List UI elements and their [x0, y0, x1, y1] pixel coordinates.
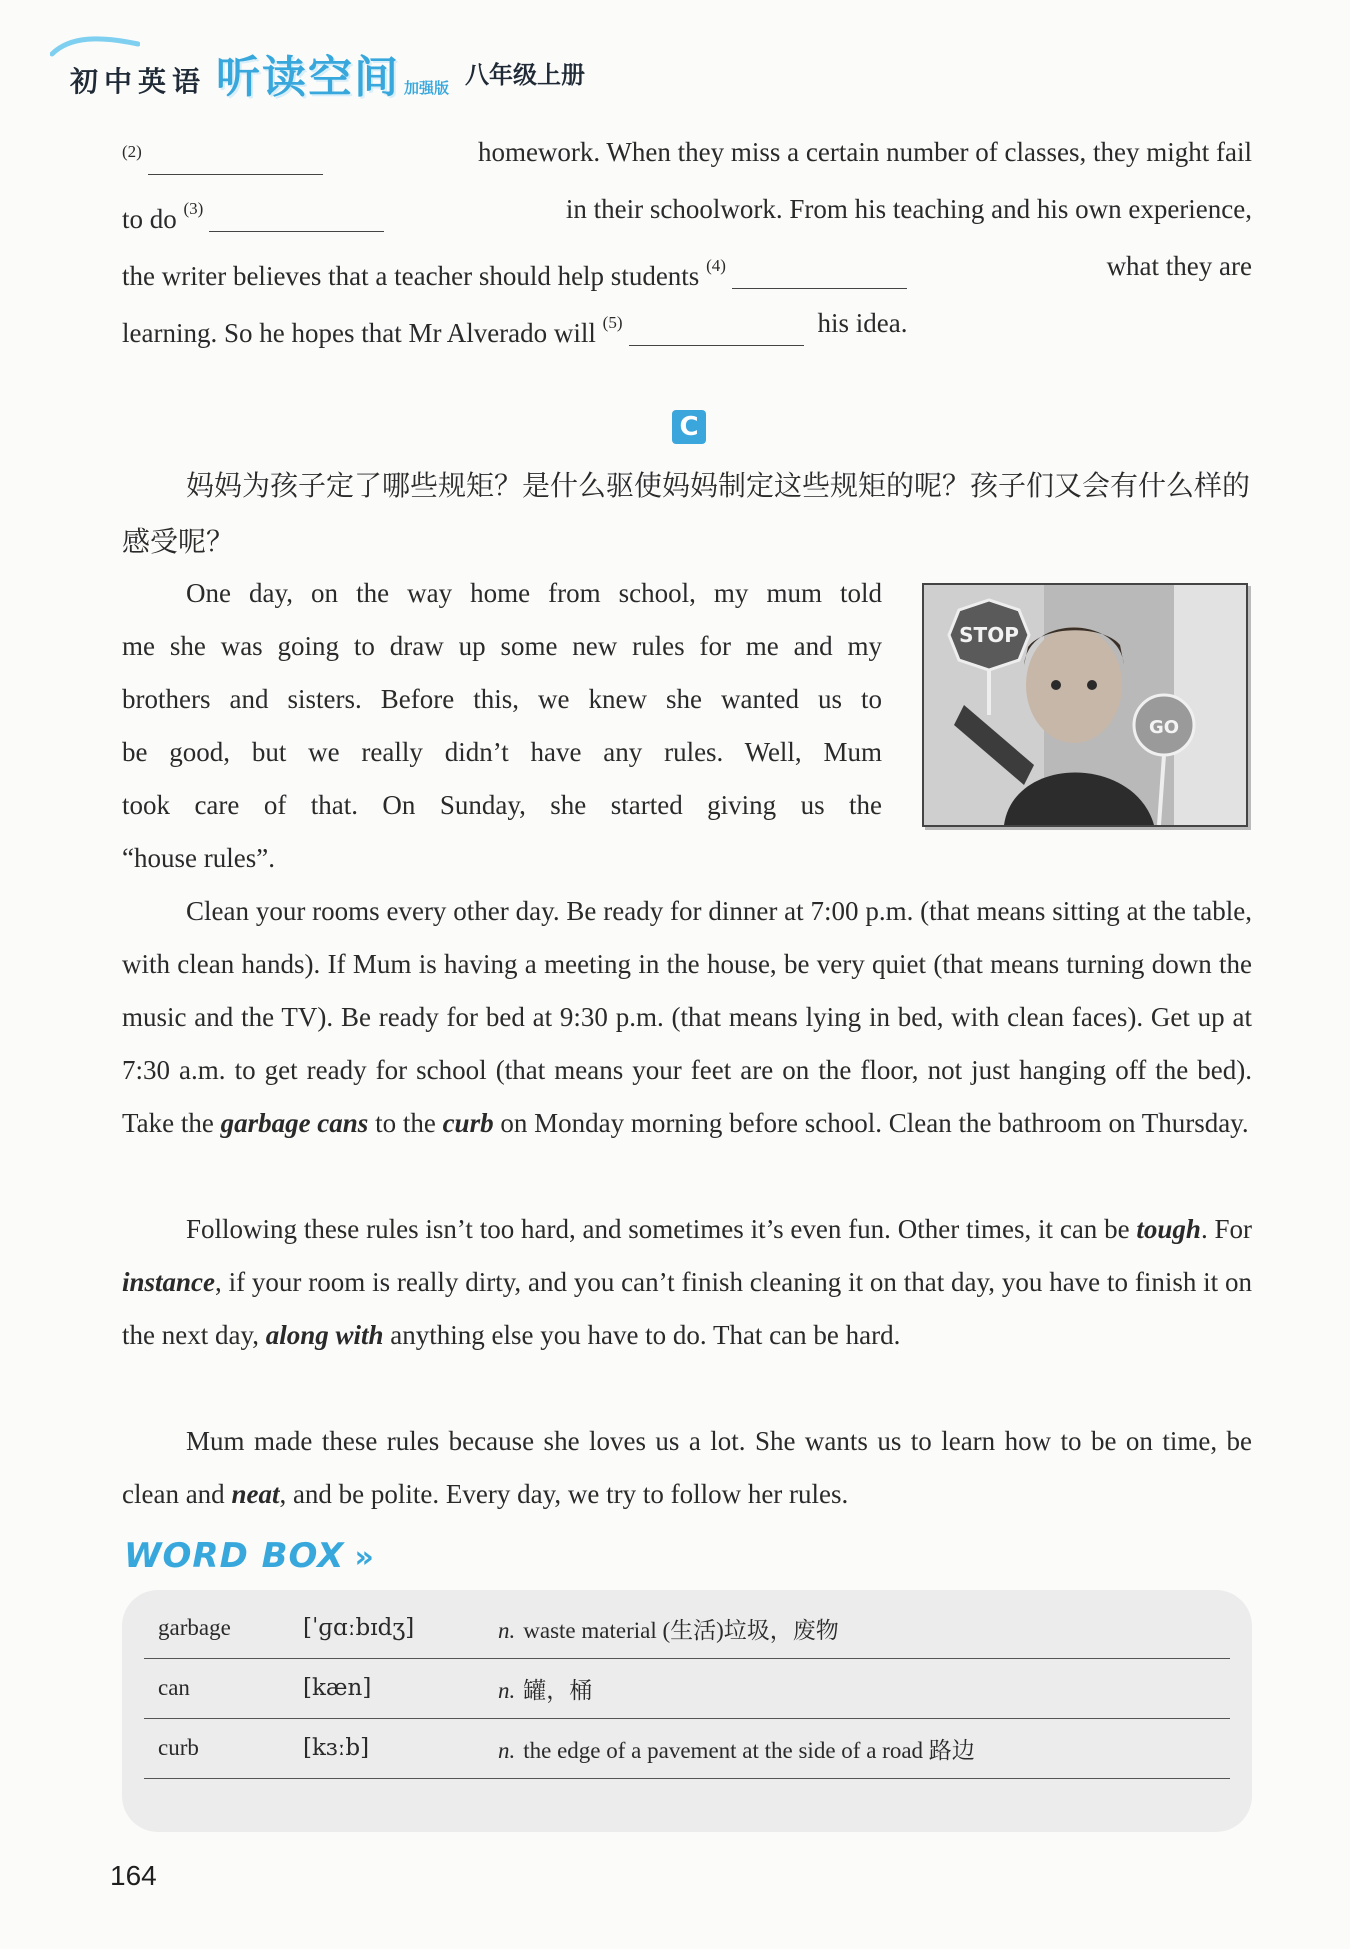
passage-text: in their schoolwork. From his teaching and his own experience, — [565, 194, 1252, 224]
story-text: , and be polite. Every day, we try to follow her rules. — [279, 1479, 849, 1509]
header-swoosh-icon — [50, 34, 140, 60]
answer-blank[interactable] — [209, 201, 384, 232]
story-line: took care of that. On Sunday, she started giving us the — [122, 790, 882, 820]
story-paragraph-3 — [122, 1203, 1252, 1362]
story-line: One day, on the way home from school, my mum told — [186, 578, 882, 608]
story-paragraph-4 — [122, 1415, 1252, 1521]
boy-holding-signs-photo — [922, 583, 1248, 827]
passage-line-1 — [122, 124, 1252, 180]
part-of-speech: n. — [498, 1617, 516, 1643]
passage-text: the writer believes that a teacher should help students — [122, 261, 700, 291]
blank-number: (3) — [183, 199, 204, 218]
double-chevron-icon: » — [354, 1540, 375, 1575]
passage-text: what they are — [1106, 251, 1252, 281]
story-text: Following these rules isn’t too hard, and sometimes it’s even fun. Other times, it can be — [186, 1214, 1137, 1244]
blank-number: (2) — [122, 142, 142, 161]
story-paragraph-1 — [122, 567, 882, 885]
word-box-title — [124, 1536, 375, 1576]
vocab-term: garbage — [158, 1615, 231, 1640]
passage-line-2 — [122, 181, 1252, 237]
vocab-phonetic: [ˈɡɑːbɪdʒ] — [303, 1615, 415, 1641]
story-text: , if your room is really dirty, and you can’t finish cleaning it on that day, you have to finish it on the next day, — [122, 1267, 1252, 1350]
photo-illustration — [924, 585, 1246, 825]
vocab-term: curb — [158, 1735, 199, 1760]
word-box-row — [144, 1598, 1230, 1659]
brand-title: 听读空间 — [216, 52, 401, 103]
section-intro-chinese: 妈妈为孩子定了哪些规矩？是什么驱使妈妈制定这些规矩的呢？孩子们又会有什么样的感受呢？ — [122, 469, 1251, 558]
vocab-term: can — [158, 1675, 190, 1700]
answer-blank[interactable] — [148, 144, 323, 175]
passage-line-4 — [122, 295, 1252, 351]
vocab-definition — [498, 1612, 1230, 1645]
grade-label: 八年级上册 — [465, 61, 586, 89]
passage-text: homework. When they miss a certain number of classes, they might fail — [477, 137, 1252, 167]
vocab-definition — [498, 1672, 1230, 1705]
story-text: on Monday morning before school. Clean the bathroom on Thursday. — [493, 1108, 1249, 1138]
story-line: me she was going to draw up some new rules for me and my — [122, 631, 882, 661]
vocab-word: along with — [265, 1320, 384, 1350]
definition-text: 罐，桶 — [523, 1677, 593, 1703]
story-line: “house rules”. — [122, 843, 275, 873]
story-text: anything else you have to do. That can be hard. — [383, 1320, 901, 1350]
section-badge: C — [672, 410, 706, 444]
word-box-row — [144, 1718, 1230, 1779]
part-of-speech: n. — [498, 1677, 516, 1703]
passage-line-3 — [122, 238, 1252, 294]
story-line: be good, but we really didn’t have any rules. Well, Mum — [122, 737, 882, 767]
page-header — [70, 40, 586, 103]
stop-sign-text: STOP — [959, 623, 1019, 647]
page-number: 164 — [110, 1860, 157, 1891]
vocab-word: garbage cans — [220, 1108, 369, 1138]
story-text: Clean your rooms every other day. Be ready for dinner at 7:00 p.m. (that means sitting at the table, with clean hands). If Mum is having a meeting in the house, be very quiet (that means turning down the music and the TV). Be ready for bed at 9:30 p.m. (that means lying in bed, with clean faces). Get up at 7:30 a.m. to get ready for school (that means your feet are on the floor, not just hanging off the bed). Take the — [122, 896, 1252, 1138]
vocab-word: tough — [1136, 1214, 1201, 1244]
vocab-phonetic: [kæn] — [303, 1675, 372, 1701]
passage-text: his idea. — [817, 308, 908, 338]
vocab-word: neat — [231, 1479, 280, 1509]
story-paragraph-2 — [122, 885, 1252, 1150]
story-text: to the — [368, 1108, 443, 1138]
vocab-phonetic: [kɜːb] — [303, 1735, 370, 1761]
word-box-title-text: WORD BOX — [124, 1536, 345, 1576]
part-of-speech: n. — [498, 1737, 516, 1763]
vocab-word: curb — [442, 1108, 494, 1138]
passage-text: to do — [122, 204, 177, 234]
blank-number: (4) — [706, 256, 726, 275]
go-sign-text: GO — [1148, 717, 1180, 738]
story-text: Mum made these rules because she loves us a lot. She wants us to learn how to be on time, be clean and — [122, 1426, 1252, 1509]
vocab-definition — [498, 1732, 1230, 1765]
story-line: brothers and sisters. Before this, we knew she wanted us to — [122, 684, 882, 714]
definition-text: the edge of a pavement at the side of a road 路边 — [523, 1737, 975, 1763]
story-text: . For — [1200, 1214, 1252, 1244]
definition-text: waste material (生活)垃圾，废物 — [523, 1617, 839, 1643]
passage-text: learning. So he hopes that Mr Alverado will — [122, 318, 596, 348]
word-box — [122, 1590, 1252, 1832]
blank-number: (5) — [602, 313, 623, 332]
answer-blank[interactable] — [629, 315, 804, 346]
edition-label: 加强版 — [404, 79, 450, 97]
answer-blank[interactable] — [732, 258, 907, 289]
series-title: 初中英语 — [70, 65, 207, 98]
vocab-word: instance — [122, 1267, 216, 1297]
word-box-row — [144, 1658, 1230, 1719]
